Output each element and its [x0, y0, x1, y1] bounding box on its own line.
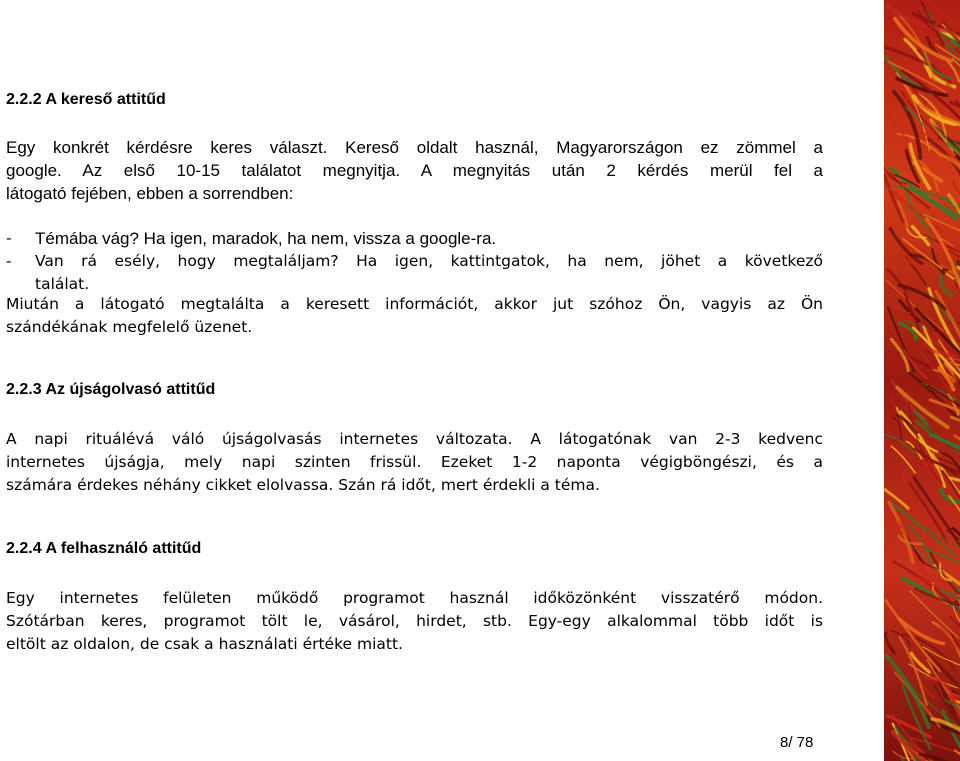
text-line: Miután a látogató megtalálta a keresett információt, akkor jut szóhoz Ön, vagyis az Ön — [6, 295, 823, 313]
text-line: számára érdekes néhány cikket elolvassa. Szán rá időt, mert érdekli a téma. — [6, 476, 600, 494]
text-line: Egy konkrét kérdésre keres választ. Kereső oldalt használ, Magyarországon ez zömmel a — [6, 138, 823, 157]
text-line: látogató fejében, ebben a sorrendben: — [6, 184, 294, 203]
fabric-pattern-image — [884, 0, 960, 761]
text-line: találat. — [35, 275, 90, 293]
paragraph-ujsagolvaso — [6, 428, 823, 497]
text-line: internetes újságja, mely napi szinten frissül. Ezeket 1-2 naponta végigböngészi, és a — [6, 453, 823, 471]
text-line: A napi rituálévá váló újságolvasás internetes változata. A látogatónak van 2-3 kedvenc — [6, 430, 823, 448]
decorative-fabric-image — [884, 0, 960, 761]
section-heading-kereso: 2.2.2 A kereső attitűd — [6, 91, 166, 108]
text-line: google. Az első 10-15 találatot megnyitja. A megnyitás után 2 kérdés merül fel a — [6, 161, 823, 180]
bullet-dash: - — [6, 252, 12, 270]
list-item-text — [35, 250, 823, 296]
text-line: Van rá esély, hogy megtaláljam? Ha igen, kattintgatok, ha nem, jöhet a következő — [35, 252, 823, 270]
bullet-dash: - — [6, 229, 12, 247]
page-number: 8/ 78 — [780, 734, 814, 751]
section-heading-felhasznalo: 2.2.4 A felhasználó attitűd — [6, 540, 202, 557]
paragraph-kereso-result — [6, 293, 823, 339]
paragraph-felhasznalo — [6, 587, 823, 656]
text-line: Egy internetes felületen működő programot használ időközönként visszatérő módon. — [6, 589, 823, 607]
paragraph-kereso-intro — [6, 136, 823, 205]
text-line: eltölt az oldalon, de csak a használati értéke miatt. — [6, 635, 403, 653]
list-item-text — [35, 227, 823, 250]
text-line: Témába vág? Ha igen, maradok, ha nem, vissza a google-ra. — [35, 229, 497, 248]
text-line: Szótárban keres, programot tölt le, vásárol, hirdet, stb. Egy-egy alkalommal több időt is — [6, 612, 823, 630]
section-heading-ujsagolvaso: 2.2.3 Az újságolvasó attitűd — [6, 381, 216, 398]
text-line: szándékának megfelelő üzenet. — [6, 318, 253, 336]
